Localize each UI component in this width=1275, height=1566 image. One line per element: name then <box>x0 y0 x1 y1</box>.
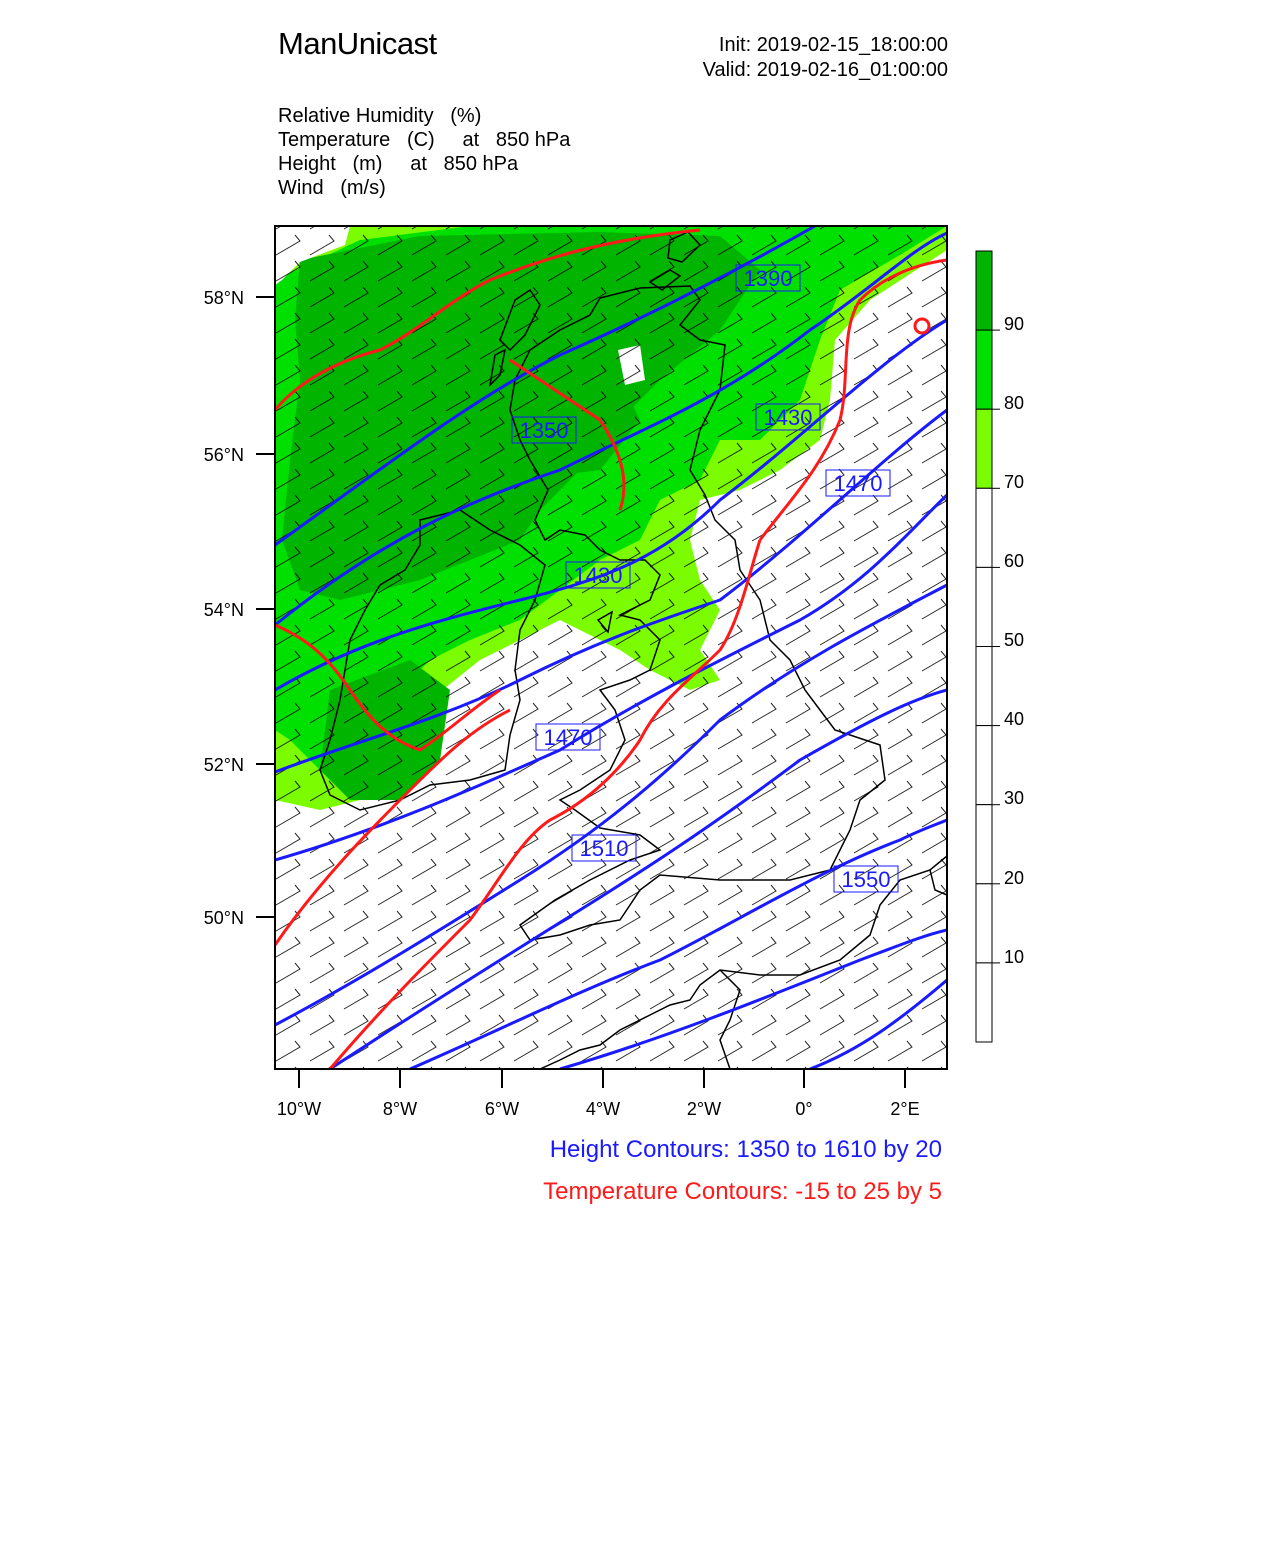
lon-ticks <box>299 1069 905 1088</box>
colorbar-label-70: 70 <box>1004 472 1025 492</box>
lat-label-56n: 56°N <box>203 445 244 465</box>
height-label-1430-east: 1430 <box>763 405 813 430</box>
colorbar-label-20: 20 <box>1004 868 1025 888</box>
colorbar-band <box>976 647 992 726</box>
colorbar-band <box>976 963 992 1042</box>
valid-time: Valid: 2019-02-16_01:00:00 <box>702 59 948 81</box>
height-label-1350: 1350 <box>519 418 569 443</box>
field-wind: Wind (m/s) <box>278 177 386 199</box>
colorbar-band <box>976 330 992 409</box>
lat-label-50n: 50°N <box>203 908 244 928</box>
colorbar-label-30: 30 <box>1004 788 1025 808</box>
model-title: ManUnicast <box>278 26 437 61</box>
colorbar-label-60: 60 <box>1004 551 1025 571</box>
colorbar-band <box>976 567 992 646</box>
height-label-1510: 1510 <box>579 836 629 861</box>
height-label-1470-east: 1470 <box>833 471 883 496</box>
rh-colorbar <box>976 251 1024 1042</box>
lon-label-2e: 2°E <box>890 1099 920 1119</box>
lat-ticks <box>256 297 275 917</box>
lat-label-58n: 58°N <box>203 288 244 308</box>
field-rh: Relative Humidity (%) <box>278 105 482 127</box>
lon-label-6w: 6°W <box>484 1099 520 1119</box>
temperature-contours-caption: Temperature Contours: -15 to 25 by 5 <box>543 1178 942 1205</box>
height-label-1390: 1390 <box>743 266 793 291</box>
lat-label-52n: 52°N <box>203 755 244 775</box>
lat-label-54n: 54°N <box>203 600 244 620</box>
height-label-1430-west: 1430 <box>573 563 623 588</box>
height-label-1550: 1550 <box>841 867 891 892</box>
colorbar-label-80: 80 <box>1004 393 1025 413</box>
map-frame-content <box>275 226 947 1069</box>
colorbar-band <box>976 726 992 805</box>
lon-label-4w: 4°W <box>585 1099 621 1119</box>
lon-label-10w: 10°W <box>276 1099 322 1119</box>
colorbar-band <box>976 884 992 963</box>
field-temperature: Temperature (C) at 850 hPa <box>278 129 571 151</box>
lon-label-2w: 2°W <box>686 1099 722 1119</box>
colorbar-label-40: 40 <box>1004 709 1025 729</box>
lon-label-8w: 8°W <box>382 1099 418 1119</box>
colorbar-band <box>976 805 992 884</box>
colorbar-label-90: 90 <box>1004 314 1025 334</box>
colorbar-bands <box>976 251 1000 1042</box>
init-time: Init: 2019-02-15_18:00:00 <box>718 34 948 56</box>
height-label-1470-west: 1470 <box>543 725 593 750</box>
colorbar-label-50: 50 <box>1004 630 1025 650</box>
colorbar-band <box>976 409 992 488</box>
field-height: Height (m) at 850 hPa <box>278 153 519 175</box>
height-contours-caption: Height Contours: 1350 to 1610 by 20 <box>549 1136 942 1163</box>
lon-label-0: 0° <box>795 1099 813 1119</box>
colorbar-label-10: 10 <box>1004 947 1025 967</box>
colorbar-band <box>976 251 992 330</box>
colorbar-band <box>976 488 992 567</box>
